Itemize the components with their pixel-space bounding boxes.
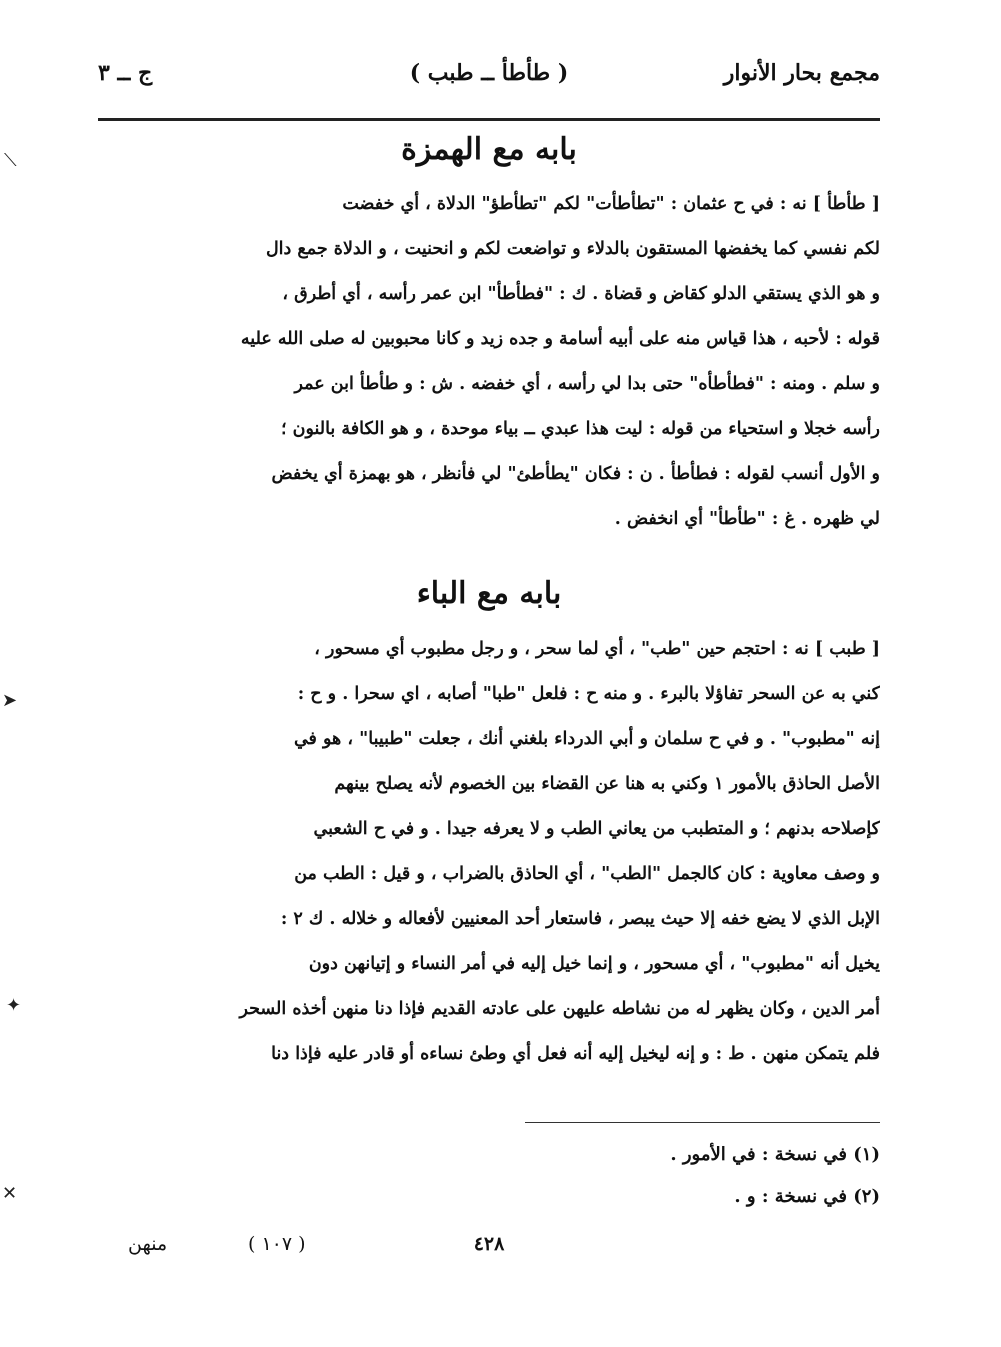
header-rule — [98, 118, 880, 121]
footnote-separator — [525, 1122, 880, 1123]
text-line: لكم نفسي كما يخفضها المستقون بالدلاء و تواضعت لكم و انحنيت ، و الدلاة جمع دال — [265, 239, 880, 259]
text-line: و سلم . ومنه : "فطأطأه" حتى بدا لي رأسه ، أي خفضه . ش : و طأطأ ابن عمر — [294, 374, 880, 394]
section-range: ( طأطأ ــ طبب ) — [409, 60, 569, 86]
text-line: [ طبب ] نه : احتجم حين "طب" ، أي لما سحر ، و رجل مطبوب أي مسحور ، — [314, 639, 880, 659]
text-line: و هو الذي يستقي الدلو كقاض و قضاة . ك : "فطأطأ" ابن عمر رأسه ، أي أطرق ، — [282, 284, 880, 304]
footnote-1: (١) في نسخة : في الأمور . — [670, 1144, 880, 1165]
text-line: و الأول أنسب لقوله : فطأطأ . ن : فكان "يطأطئ" لي فأنظر ، هو بهمزة أي يخفض — [271, 464, 880, 484]
text-line: يخيل أنه "مطبوب" ، أي مسحور ، و إنما خيل إليه في أمر النساء و إتيانهن دون — [308, 954, 880, 974]
chapter-body-hamza — [98, 182, 880, 542]
edge-mark: ⟋ — [4, 150, 17, 171]
text-line: فلم يتمكن منهن . ط : و إنه ليخيل إليه أنه فعل أي وطئ نساءه أو قادر عليه فإذا دنا — [271, 1044, 880, 1064]
footnotes — [180, 1134, 880, 1218]
book-title: مجمع بحار الأنوار — [723, 60, 880, 86]
edge-mark: ✕ — [2, 1183, 18, 1204]
footnote-2: (٢) في نسخة : و . — [734, 1186, 880, 1207]
text-line: لي ظهره . غ : "طأطأ" أي انخفض . — [614, 509, 880, 529]
text-line: قوله : لأحبه ، هذا قياس منه على أبيه أسامة و جده زيد و كانا محبوبين له صلى الله عليه — [240, 329, 880, 349]
text-line: رأسه خجلا و استحياء من قوله : ليت هذا عبدي ــ بياء موحدة ، و هو الكافة بالنون ؛ — [280, 419, 880, 439]
page-number: ٤٢٨ — [473, 1233, 505, 1255]
catchword: منهن — [128, 1233, 168, 1255]
text-line: إنه "مطبوب" . و في ح سلمان و أبي الدرداء بلغني أنك ، جعلت "طبيبا" ، هو في — [293, 729, 880, 749]
chapter-title-baa: بابه مع الباء — [416, 576, 562, 611]
volume-number: ج ــ ٣ — [98, 60, 153, 86]
text-line: و وصف معاوية : كان كالجمل "الطب" ، أي الحاذق بالضراب ، و قيل : الطب من — [294, 864, 880, 884]
edge-mark: ✦ — [6, 995, 22, 1016]
text-line: كإصلاحه بدنهم ؛ و المتطبب من يعاني الطب و لا يعرفه جيدا . و في ح الشعبي — [313, 819, 880, 839]
text-line: الأصل الحاذق بالأمور ١ وكني به هنا عن القضاء بين الخصوم لأنه يصلح بينهم — [334, 774, 880, 794]
page-footer — [98, 1233, 880, 1269]
text-line: كني به عن السحر تفاؤلا بالبرء . و منه ح : فلعل "طبا" أصابه ، اي سحرا . و ح : — [297, 684, 880, 704]
text-line: أمر الدين ، وكان يظهر له من نشاطه عليهن على عادته القديم فإذا دنا منهن أخذه السحر — [239, 999, 880, 1019]
running-header — [98, 60, 880, 100]
signature-mark: ( ١٠٧ ) — [248, 1233, 306, 1255]
text-line: الإبل الذي لا يضع خفه إلا حيث يبصر ، فاستعار أحد المعنيين لأفعاله و خلاله . ك ٢ : — [280, 909, 880, 929]
text-line: [ طأطأ ] نه : في ح عثمان : "تطأطأت" لكم "تطأطؤ" الدلاة ، أي خفضت — [342, 194, 880, 214]
chapter-title-hamza: بابه مع الهمزة — [401, 132, 577, 167]
chapter-body-baa — [98, 627, 880, 1077]
edge-mark: ➤ — [2, 690, 18, 711]
